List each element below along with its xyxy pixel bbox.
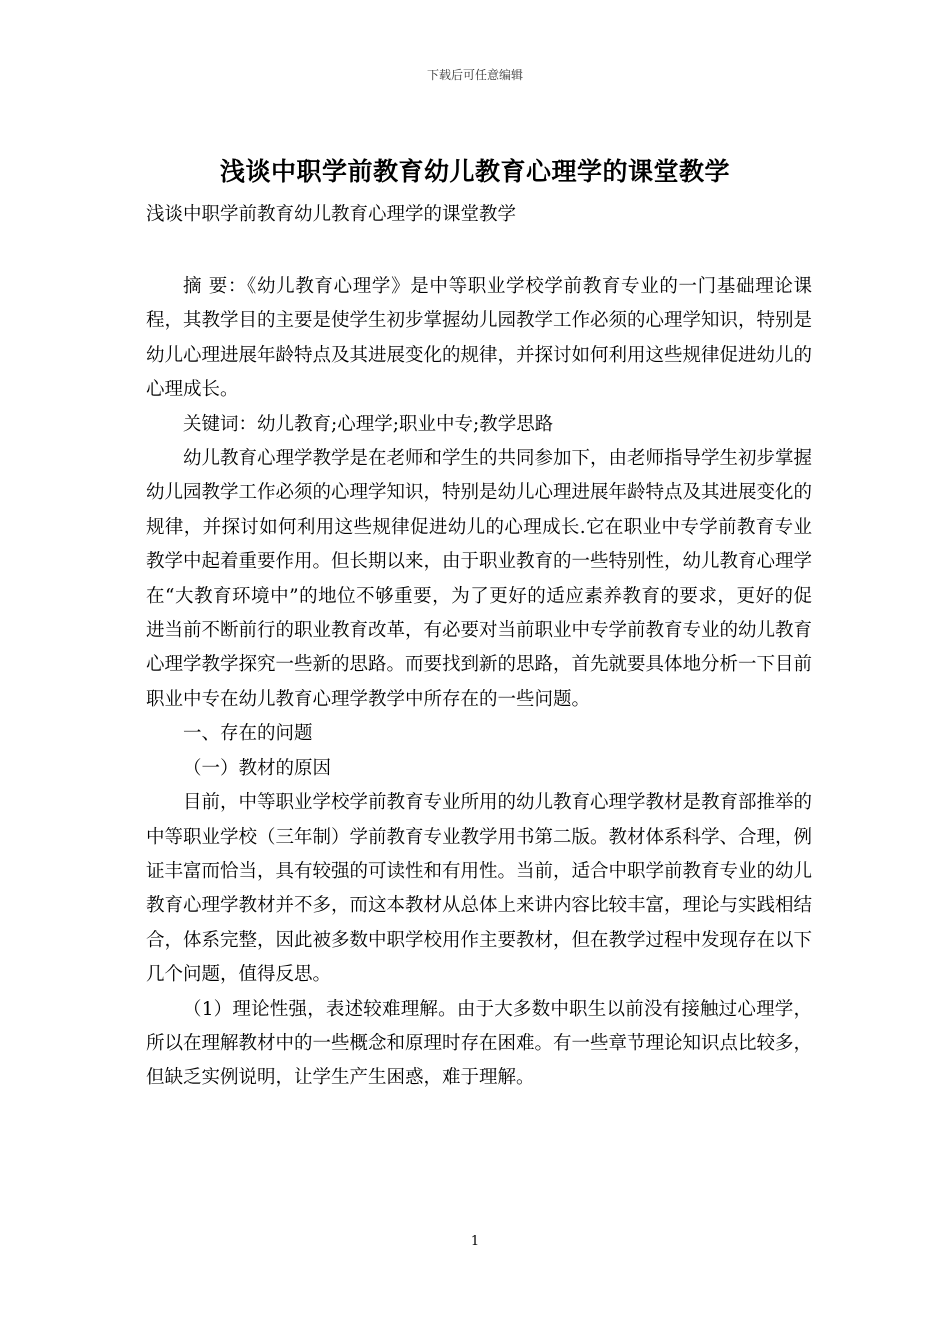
document-body [146, 270, 812, 1096]
document-title: 浅谈中职学前教育幼儿教育心理学的课堂教学 [219, 157, 730, 186]
page-header: 下载后可任意编辑 [426, 68, 523, 82]
abstract-paragraph: 摘 要：《幼儿教育心理学》是中等职业学校学前教育专业的一门基础理论课程，其教学目的主要是使学生初步掌握幼儿园教学工作必须的心理学知识，特别是幼儿心理进展年龄特点及其进展变化的规律，并探讨如何利用这些规律促进幼儿的心理成长。 [146, 276, 813, 401]
keywords-paragraph: 关键词：幼儿教育;心理学;职业中专;教学思路 [183, 413, 554, 435]
document-subtitle: 浅谈中职学前教育幼儿教育心理学的课堂教学 [146, 204, 517, 225]
intro-paragraph: 幼儿教育心理学教学是在老师和学生的共同参加下，由老师指导学生初步掌握幼儿园教学工作必须的心理学知识，特别是幼儿心理进展年龄特点及其进展变化的规律，并探讨如何利用这些规律促进幼儿的心理成长.它在职业中专学前教育专业教学中起着重要作用。但长期以来，由于职业教育的一些特别性，幼儿教育心理学在“大教育环境中”的地位不够重要，为了更好的适应素养教育的要求，更好的促进当前不断前行的职业教育改革，有必要对当前职业中专学前教育专业的幼儿教育心理学教学探究一些新的思路。而要找到新的思路，首先就要具体地分析一下目前职业中专在幼儿教育心理学教学中所存在的一些问题。 [146, 448, 813, 710]
page-number: 1 [470, 1234, 480, 1249]
section-heading: 一、存在的问题 [183, 723, 313, 745]
subsection-heading: （一）教材的原因 [183, 757, 332, 779]
point-paragraph: （1）理论性强，表述较难理解。由于大多数中职生以前没有接触过心理学，所以在理解教材中的一些概念和原理时存在困难。有一些章节理论知识点比较多，但缺乏实例说明，让学生产生困惑，难于理解。 [146, 998, 813, 1089]
textbook-paragraph: 目前，中等职业学校学前教育专业所用的幼儿教育心理学教材是教育部推举的中等职业学校（三年制）学前教育专业教学用书第二版。教材体系科学、合理，例证丰富而恰当，具有较强的可读性和有用性。当前，适合中职学前教育专业的幼儿教育心理学教材并不多，而这本教材从总体上来讲内容比较丰富，理论与实践相结合，体系完整，因此被多数中职学校用作主要教材，但在教学过程中发现存在以下几个问题，值得反思。 [146, 792, 813, 986]
